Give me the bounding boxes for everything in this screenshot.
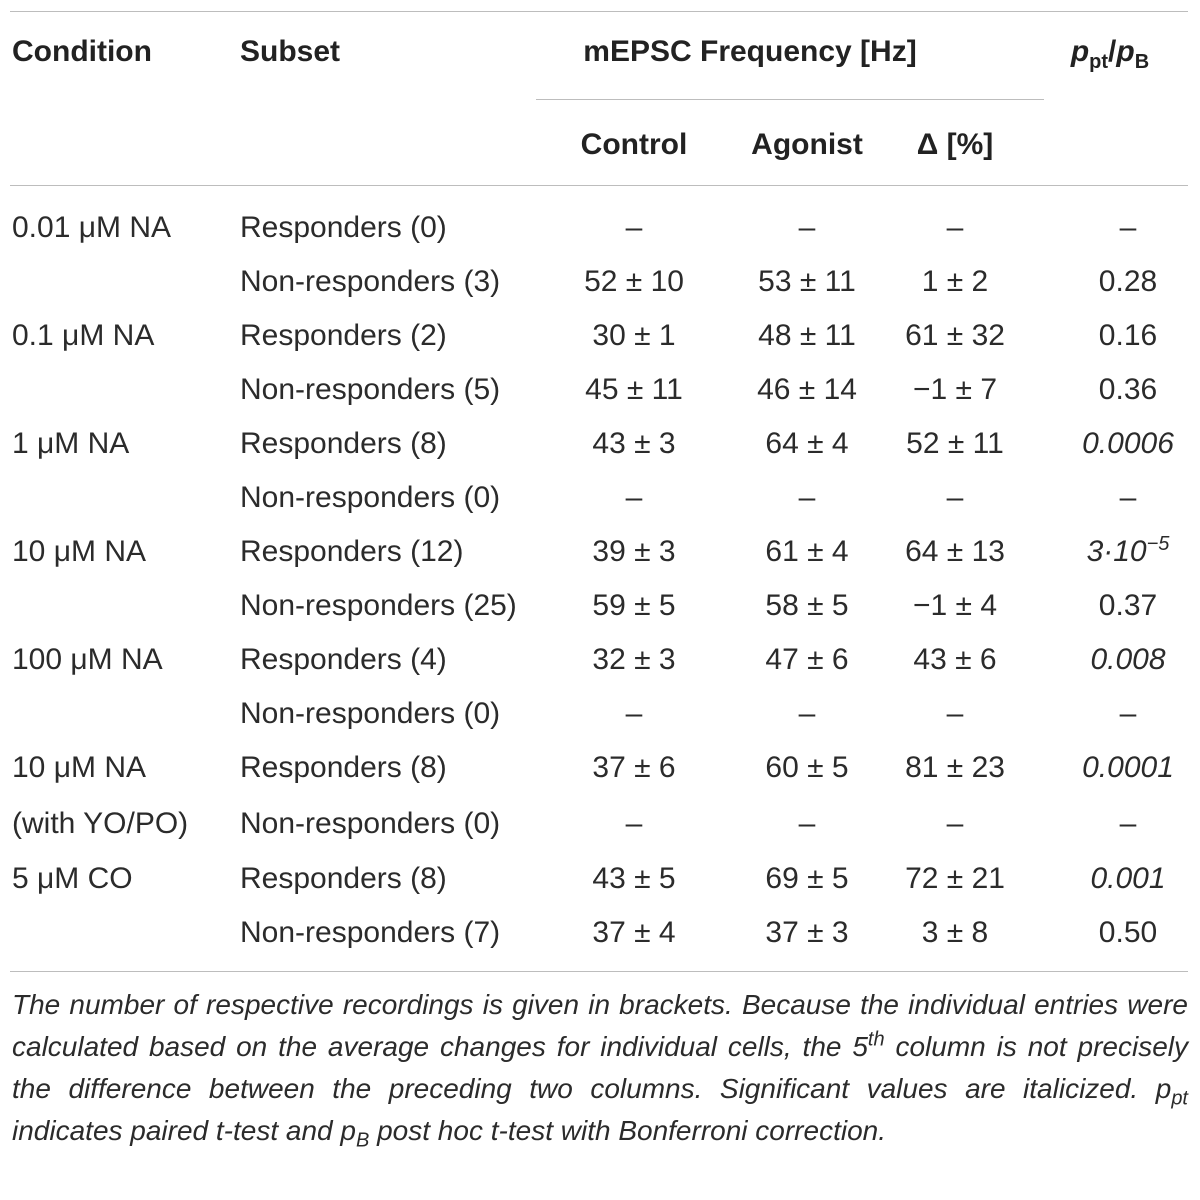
header-bottom-rule	[10, 185, 1188, 186]
row-control-value: –	[625, 807, 643, 840]
row-delta-value: 61 ± 32	[905, 319, 1005, 352]
row-condition: 10 μM NA	[12, 535, 146, 568]
row-condition: 1 μM NA	[12, 427, 130, 460]
row-control-value: –	[625, 481, 643, 514]
row-control-value: 37 ± 4	[592, 916, 676, 949]
header-mepsc-frequency: mEPSC Frequency [Hz]	[583, 35, 917, 68]
row-agonist-value: 48 ± 11	[758, 319, 856, 352]
row-subset: Responders (0)	[240, 211, 447, 244]
row-p-value: –	[1119, 211, 1137, 244]
row-p-value	[1087, 534, 1170, 570]
p-subscript-pt: pt	[1089, 51, 1109, 73]
header-control: Control	[580, 128, 688, 161]
row-agonist-value: –	[798, 481, 816, 514]
p-subscript-b: B	[1134, 51, 1150, 73]
table-footnote	[12, 984, 1188, 1152]
row-control-value: 43 ± 5	[592, 862, 676, 895]
row-condition: 100 μM NA	[12, 643, 163, 676]
footnote-text-3: indicates paired t-test and p	[12, 1115, 356, 1146]
header-agonist: Agonist	[751, 128, 863, 161]
row-subset: Non-responders (7)	[240, 916, 501, 949]
row-subset: Responders (8)	[240, 751, 447, 784]
footnote-sub-b: B	[355, 1129, 370, 1152]
row-subset: Non-responders (0)	[240, 807, 501, 840]
row-condition: 0.1 μM NA	[12, 319, 155, 352]
row-delta-value: −1 ± 4	[912, 589, 998, 622]
row-delta-value: 43 ± 6	[913, 643, 997, 676]
header-delta: Δ [%]	[916, 128, 994, 161]
row-control-value: 32 ± 3	[592, 643, 676, 676]
row-p-value: 0.008	[1090, 643, 1166, 676]
row-subset: Responders (12)	[240, 535, 464, 568]
header-subset: Subset	[240, 35, 341, 68]
row-agonist-value: 46 ± 14	[757, 373, 857, 406]
row-agonist-value: 47 ± 6	[765, 643, 849, 676]
row-delta-value: –	[946, 211, 964, 244]
row-agonist-value: –	[798, 211, 816, 244]
p-symbol-b: p	[1116, 35, 1135, 68]
row-delta-value: 3 ± 8	[921, 916, 989, 949]
footnote-text-1: The number of respective recordings is given in brackets. Because the individual entries were calculated based on the average changes for individual cells, the 5	[12, 989, 1188, 1062]
row-agonist-value: –	[798, 697, 816, 730]
row-control-value: 43 ± 3	[592, 427, 676, 460]
row-agonist-value: 60 ± 5	[765, 751, 849, 784]
row-delta-value: –	[946, 481, 964, 514]
row-p-value: 0.001	[1090, 862, 1166, 895]
row-p-value: 0.50	[1098, 916, 1158, 949]
row-agonist-value: 61 ± 4	[765, 535, 849, 568]
row-control-value: 39 ± 3	[592, 535, 676, 568]
row-agonist-value: 58 ± 5	[765, 589, 849, 622]
row-agonist-value: 64 ± 4	[765, 427, 849, 460]
row-delta-value: 52 ± 11	[906, 427, 1004, 460]
p-symbol: p	[1070, 35, 1090, 68]
row-delta-value: –	[946, 807, 964, 840]
row-p-value: –	[1119, 697, 1137, 730]
row-p-value: –	[1119, 807, 1137, 840]
row-control-value: –	[625, 211, 643, 244]
header-p-values	[1070, 34, 1150, 73]
row-p-value: 0.0006	[1082, 427, 1174, 460]
row-subset: Non-responders (5)	[240, 373, 501, 406]
row-subset: Non-responders (25)	[240, 589, 517, 622]
row-agonist-value: 37 ± 3	[765, 916, 849, 949]
row-delta-value: 64 ± 13	[905, 535, 1005, 568]
row-p-value: 0.36	[1098, 373, 1158, 406]
row-delta-value: 81 ± 23	[905, 751, 1005, 784]
row-condition: 5 μM CO	[12, 862, 133, 895]
row-control-value: 52 ± 10	[584, 265, 684, 298]
row-agonist-value: –	[798, 807, 816, 840]
row-p-value: 0.0001	[1082, 751, 1174, 784]
footnote-sub-pt: pt	[1171, 1087, 1188, 1110]
row-p-value: 0.16	[1098, 319, 1158, 352]
group-subrule	[536, 99, 1044, 100]
footnote-sup-th: th	[867, 1028, 885, 1051]
row-delta-value: −1 ± 7	[912, 373, 998, 406]
row-control-value: 45 ± 11	[585, 373, 683, 406]
p-value-exponent: −5	[1146, 533, 1170, 555]
row-p-value: –	[1119, 481, 1137, 514]
row-subset: Responders (2)	[240, 319, 447, 352]
footnote-text-2: column is not precisely the difference between the preceding two columns. Significant values are italicized. p	[12, 1031, 1188, 1104]
header-condition: Condition	[12, 35, 152, 68]
footnote-text-4: post hoc t-test with Bonferroni correction.	[369, 1115, 887, 1146]
row-agonist-value: 69 ± 5	[765, 862, 849, 895]
row-delta-value: 1 ± 2	[921, 265, 989, 298]
row-condition: 10 μM NA	[12, 751, 146, 784]
row-control-value: 59 ± 5	[592, 589, 676, 622]
bottom-rule	[10, 971, 1188, 972]
row-subset: Responders (8)	[240, 427, 447, 460]
row-condition: (with YO/PO)	[12, 807, 189, 840]
row-control-value: 30 ± 1	[592, 319, 676, 352]
row-control-value: 37 ± 6	[592, 751, 676, 784]
top-rule	[10, 11, 1188, 12]
row-control-value: –	[625, 697, 643, 730]
row-subset: Non-responders (0)	[240, 697, 501, 730]
row-condition: 0.01 μM NA	[12, 211, 172, 244]
row-p-value: 0.28	[1098, 265, 1158, 298]
row-agonist-value: 53 ± 11	[758, 265, 856, 298]
row-p-value: 0.37	[1098, 589, 1158, 622]
row-subset: Non-responders (3)	[240, 265, 501, 298]
p-value-base: 3·10	[1086, 535, 1147, 568]
row-delta-value: –	[946, 697, 964, 730]
row-subset: Non-responders (0)	[240, 481, 501, 514]
p-slash: /	[1108, 35, 1117, 68]
row-subset: Responders (4)	[240, 643, 447, 676]
row-delta-value: 72 ± 21	[905, 862, 1005, 895]
row-subset: Responders (8)	[240, 862, 447, 895]
